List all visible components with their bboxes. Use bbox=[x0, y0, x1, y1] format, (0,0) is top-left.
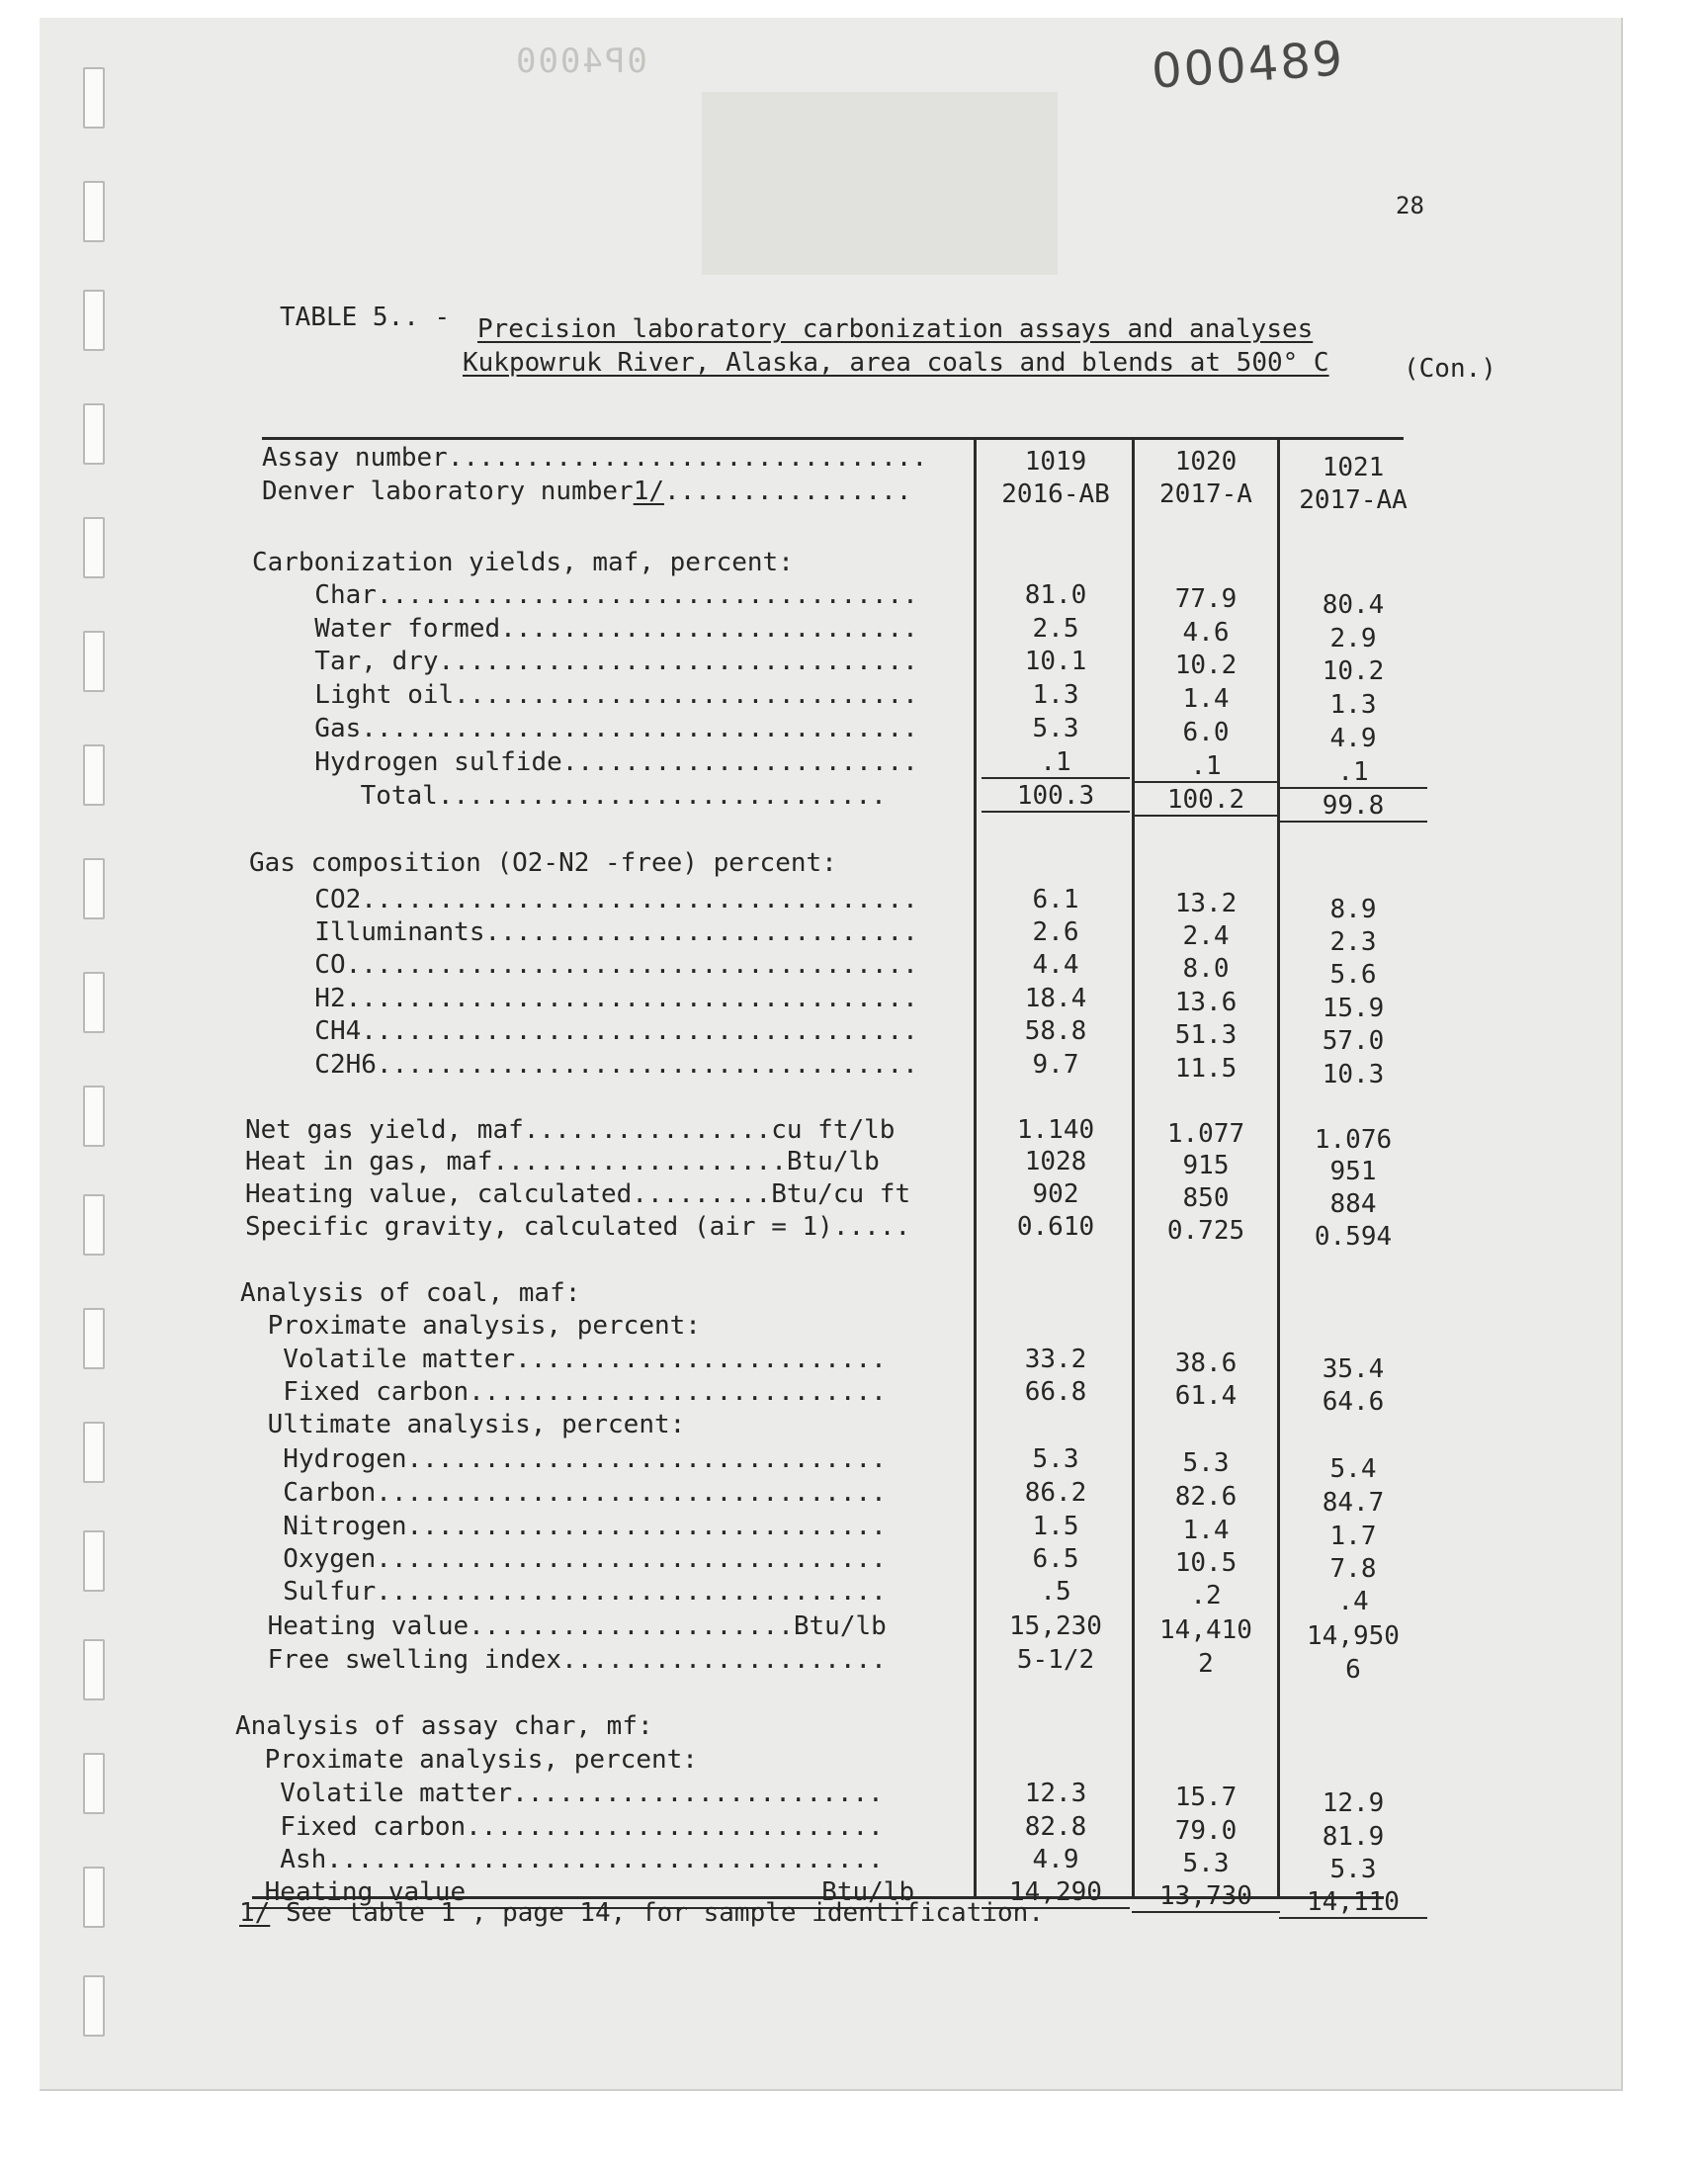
row-label: Water formed........................... bbox=[284, 614, 918, 644]
cell-value: 1.4 bbox=[1182, 1516, 1230, 1545]
cell-value: .1 bbox=[982, 747, 1130, 779]
cell-value: 4.9 bbox=[1329, 724, 1377, 753]
binder-hole bbox=[83, 403, 105, 465]
col-denver-number: 2016-AB bbox=[1001, 479, 1110, 509]
binder-hole bbox=[83, 1639, 105, 1700]
cell-value: .1 bbox=[1132, 751, 1280, 783]
cell-value: 2.3 bbox=[1329, 927, 1377, 957]
cell-value: 4.4 bbox=[1032, 950, 1079, 980]
cell-value: 2.4 bbox=[1182, 921, 1230, 951]
row-label: Proximate analysis, percent: bbox=[249, 1745, 698, 1775]
binder-hole bbox=[83, 1422, 105, 1483]
table-title-suffix: (Con.) bbox=[1404, 354, 1496, 384]
binder-hole bbox=[83, 67, 105, 129]
cell-value: 884 bbox=[1329, 1189, 1377, 1219]
cell-value: 13,730 bbox=[1132, 1881, 1280, 1913]
cell-value: 2.5 bbox=[1032, 614, 1079, 644]
cell-value: 5.6 bbox=[1329, 960, 1377, 990]
cell-value: 80.4 bbox=[1322, 590, 1385, 620]
row-label: Char................................... bbox=[284, 580, 918, 610]
cell-value: 8.9 bbox=[1329, 895, 1377, 924]
table-title-line1: Precision laboratory carbonization assays and analyses bbox=[477, 314, 1314, 344]
cell-value: 5.3 bbox=[1182, 1448, 1230, 1478]
cell-value: 1.5 bbox=[1032, 1512, 1079, 1541]
cell-value: 64.6 bbox=[1322, 1387, 1385, 1417]
binder-hole bbox=[83, 517, 105, 578]
row-label: Ultimate analysis, percent: bbox=[252, 1410, 686, 1439]
cell-value: 77.9 bbox=[1174, 584, 1238, 614]
cell-value: .1 bbox=[1279, 757, 1427, 789]
cell-value: 82.6 bbox=[1174, 1482, 1238, 1512]
cell-value: 1.3 bbox=[1329, 690, 1377, 720]
row-label: Oxygen................................. bbox=[252, 1544, 887, 1574]
row-label: Illuminants............................ bbox=[284, 917, 918, 947]
row-label: Hydrogen sulfide....................... bbox=[284, 747, 918, 777]
cell-value: 15,230 bbox=[1009, 1611, 1102, 1641]
footnote bbox=[239, 1898, 1044, 1928]
footnote-marker: 1/ bbox=[239, 1898, 271, 1928]
stamp-number: 000489 bbox=[1150, 31, 1346, 100]
col-assay-number: 1020 bbox=[1174, 447, 1238, 477]
cell-value: 99.8 bbox=[1279, 791, 1427, 823]
cell-value: .5 bbox=[1040, 1577, 1071, 1607]
cell-value: 10.5 bbox=[1174, 1548, 1238, 1578]
cell-value: 5.3 bbox=[1329, 1855, 1377, 1884]
cell-value: 10.1 bbox=[1024, 647, 1087, 676]
binder-hole bbox=[83, 1086, 105, 1147]
cell-value: 5.3 bbox=[1032, 1444, 1079, 1474]
cell-value: 35.4 bbox=[1322, 1354, 1385, 1384]
cell-value: 11.5 bbox=[1174, 1054, 1238, 1084]
cell-value: .4 bbox=[1337, 1587, 1369, 1616]
cell-value: 4.6 bbox=[1182, 618, 1230, 648]
row-label: Analysis of assay char, mf: bbox=[235, 1711, 653, 1741]
cell-value: 58.8 bbox=[1024, 1016, 1087, 1046]
row-label: CO2.................................... bbox=[284, 885, 918, 914]
row-label: Light oil.............................. bbox=[284, 680, 918, 710]
cell-value: 902 bbox=[1032, 1179, 1079, 1209]
cell-value: 5.4 bbox=[1329, 1454, 1377, 1484]
binder-hole bbox=[83, 1308, 105, 1369]
binder-hole bbox=[83, 290, 105, 351]
cell-value: 100.2 bbox=[1132, 785, 1280, 817]
cell-value: 1.076 bbox=[1314, 1125, 1393, 1155]
binder-hole bbox=[83, 858, 105, 919]
cell-value: 61.4 bbox=[1174, 1381, 1238, 1411]
cell-value: 5.3 bbox=[1182, 1849, 1230, 1878]
binder-hole bbox=[83, 631, 105, 692]
cell-value: 6.5 bbox=[1032, 1544, 1079, 1574]
binder-hole bbox=[83, 972, 105, 1033]
cell-value: 1028 bbox=[1024, 1147, 1087, 1176]
smudge-mark bbox=[702, 92, 1058, 275]
table-title-line2: Kukpowruk River, Alaska, area coals and blends at 500° C bbox=[463, 348, 1329, 378]
header-label-denver: Denver laboratory number1/................ bbox=[262, 477, 912, 506]
cell-value: 51.3 bbox=[1174, 1020, 1238, 1050]
cell-value: 57.0 bbox=[1322, 1026, 1385, 1056]
row-label: Carbonization yields, maf, percent: bbox=[252, 548, 794, 577]
cell-value: 7.8 bbox=[1329, 1554, 1377, 1584]
row-label: Heat in gas, maf...................Btu/lb bbox=[245, 1147, 880, 1176]
row-label: Free swelling index..................... bbox=[252, 1645, 887, 1675]
cell-value: 6.0 bbox=[1182, 718, 1230, 747]
row-label: Ash.................................... bbox=[249, 1845, 884, 1874]
row-label: Fixed carbon........................... bbox=[252, 1377, 887, 1407]
row-label: H2..................................... bbox=[284, 984, 918, 1013]
cell-value: 0.610 bbox=[1016, 1212, 1095, 1242]
row-label: Nitrogen............................... bbox=[252, 1512, 887, 1541]
col-assay-number: 1019 bbox=[1024, 447, 1087, 477]
cell-value: 0.594 bbox=[1314, 1222, 1393, 1252]
cell-value: 1.3 bbox=[1032, 680, 1079, 710]
cell-value: 5.3 bbox=[1032, 714, 1079, 743]
cell-value: 4.9 bbox=[1032, 1845, 1079, 1874]
row-label: Analysis of coal, maf: bbox=[240, 1278, 581, 1308]
cell-value: 13.2 bbox=[1174, 889, 1238, 918]
binder-hole bbox=[83, 744, 105, 806]
row-label: Tar, dry............................... bbox=[284, 647, 918, 676]
cell-value: 6.1 bbox=[1032, 885, 1079, 914]
cell-value: 1.4 bbox=[1182, 684, 1230, 714]
row-label: Carbon................................. bbox=[252, 1478, 887, 1508]
column-divider bbox=[974, 437, 977, 1898]
row-label: CO..................................... bbox=[284, 950, 918, 980]
cell-value: 14,290 bbox=[982, 1877, 1130, 1909]
cell-value: 10.2 bbox=[1322, 656, 1385, 686]
row-label: Sulfur................................. bbox=[252, 1577, 887, 1607]
row-label: CH4.................................... bbox=[284, 1016, 918, 1046]
footnote-text: See table 1 , page 14, for sample identification. bbox=[270, 1898, 1044, 1928]
cell-value: 13.6 bbox=[1174, 988, 1238, 1017]
row-label: Heating value.....................Btu/lb bbox=[252, 1611, 887, 1641]
binder-hole bbox=[83, 1975, 105, 2037]
cell-value: 1.7 bbox=[1329, 1522, 1377, 1551]
binder-hole bbox=[83, 1530, 105, 1592]
row-label: Specific gravity, calculated (air = 1)..... bbox=[245, 1212, 911, 1242]
row-label: Fixed carbon........................... bbox=[249, 1812, 884, 1842]
row-label: Heating value, calculated.........Btu/cu ft bbox=[245, 1179, 911, 1209]
cell-value: .2 bbox=[1190, 1581, 1222, 1610]
table-title-prefix: TABLE 5.. - bbox=[280, 303, 451, 332]
cell-value: 5-1/2 bbox=[1016, 1645, 1095, 1675]
cell-value: 15.9 bbox=[1322, 994, 1385, 1023]
cell-value: 951 bbox=[1329, 1157, 1377, 1186]
cell-value: 2.9 bbox=[1329, 624, 1377, 653]
cell-value: 12.9 bbox=[1322, 1788, 1385, 1818]
cell-value: 82.8 bbox=[1024, 1812, 1087, 1842]
cell-value: 1.140 bbox=[1016, 1115, 1095, 1145]
cell-value: 9.7 bbox=[1032, 1050, 1079, 1080]
row-label: Total............................. bbox=[252, 781, 887, 811]
cell-value: 79.0 bbox=[1174, 1816, 1238, 1846]
cell-value: 15.7 bbox=[1174, 1783, 1238, 1812]
cell-value: 2 bbox=[1198, 1649, 1214, 1679]
cell-value: 33.2 bbox=[1024, 1345, 1087, 1374]
cell-value: 38.6 bbox=[1174, 1348, 1238, 1378]
cell-value: 81.0 bbox=[1024, 580, 1087, 610]
row-label: Net gas yield, maf................cu ft/lb bbox=[245, 1115, 896, 1145]
binder-hole bbox=[83, 181, 105, 242]
cell-value: 81.9 bbox=[1322, 1822, 1385, 1852]
page-number: 28 bbox=[1396, 192, 1424, 219]
cell-value: 66.8 bbox=[1024, 1377, 1087, 1407]
cell-value: 14,410 bbox=[1159, 1615, 1252, 1645]
cell-value: 86.2 bbox=[1024, 1478, 1087, 1508]
header-label-assay: Assay number............................... bbox=[262, 443, 928, 473]
cell-value: 84.7 bbox=[1322, 1488, 1385, 1518]
row-label: C2H6................................... bbox=[284, 1050, 918, 1080]
col-denver-number: 2017-A bbox=[1159, 479, 1252, 509]
cell-value: 10.2 bbox=[1174, 651, 1238, 680]
row-label: Volatile matter........................ bbox=[252, 1345, 887, 1374]
row-label: Gas composition (O2-N2 -free) percent: bbox=[249, 848, 837, 878]
binder-hole bbox=[83, 1194, 105, 1256]
cell-value: 100.3 bbox=[982, 781, 1130, 813]
cell-value: 18.4 bbox=[1024, 984, 1087, 1013]
row-label: Proximate analysis, percent: bbox=[252, 1311, 701, 1341]
cell-value: 14,110 bbox=[1279, 1887, 1427, 1919]
binder-hole bbox=[83, 1867, 105, 1928]
cell-value: 6 bbox=[1345, 1655, 1361, 1685]
cell-value: 0.725 bbox=[1166, 1216, 1245, 1246]
cell-value: 1.077 bbox=[1166, 1119, 1245, 1149]
cell-value: 14,950 bbox=[1307, 1621, 1400, 1651]
cell-value: 8.0 bbox=[1182, 954, 1230, 984]
row-label: Gas.................................... bbox=[284, 714, 918, 743]
col-assay-number: 1021 bbox=[1322, 453, 1385, 482]
col-denver-number: 2017-AA bbox=[1299, 485, 1408, 515]
table-top-rule bbox=[262, 437, 1404, 440]
cell-value: 850 bbox=[1182, 1183, 1230, 1213]
row-label: Volatile matter........................ bbox=[249, 1779, 884, 1808]
faint-stamp-number: 0P4000 bbox=[514, 42, 647, 81]
row-label: Hydrogen............................... bbox=[252, 1444, 887, 1474]
cell-value: 915 bbox=[1182, 1151, 1230, 1180]
cell-value: 10.3 bbox=[1322, 1060, 1385, 1089]
binder-hole bbox=[83, 1753, 105, 1814]
cell-value: 12.3 bbox=[1024, 1779, 1087, 1808]
row-label: Heating value Btu/lb bbox=[249, 1877, 915, 1907]
footnote-ref: 1/ bbox=[633, 477, 664, 506]
cell-value: 2.6 bbox=[1032, 917, 1079, 947]
